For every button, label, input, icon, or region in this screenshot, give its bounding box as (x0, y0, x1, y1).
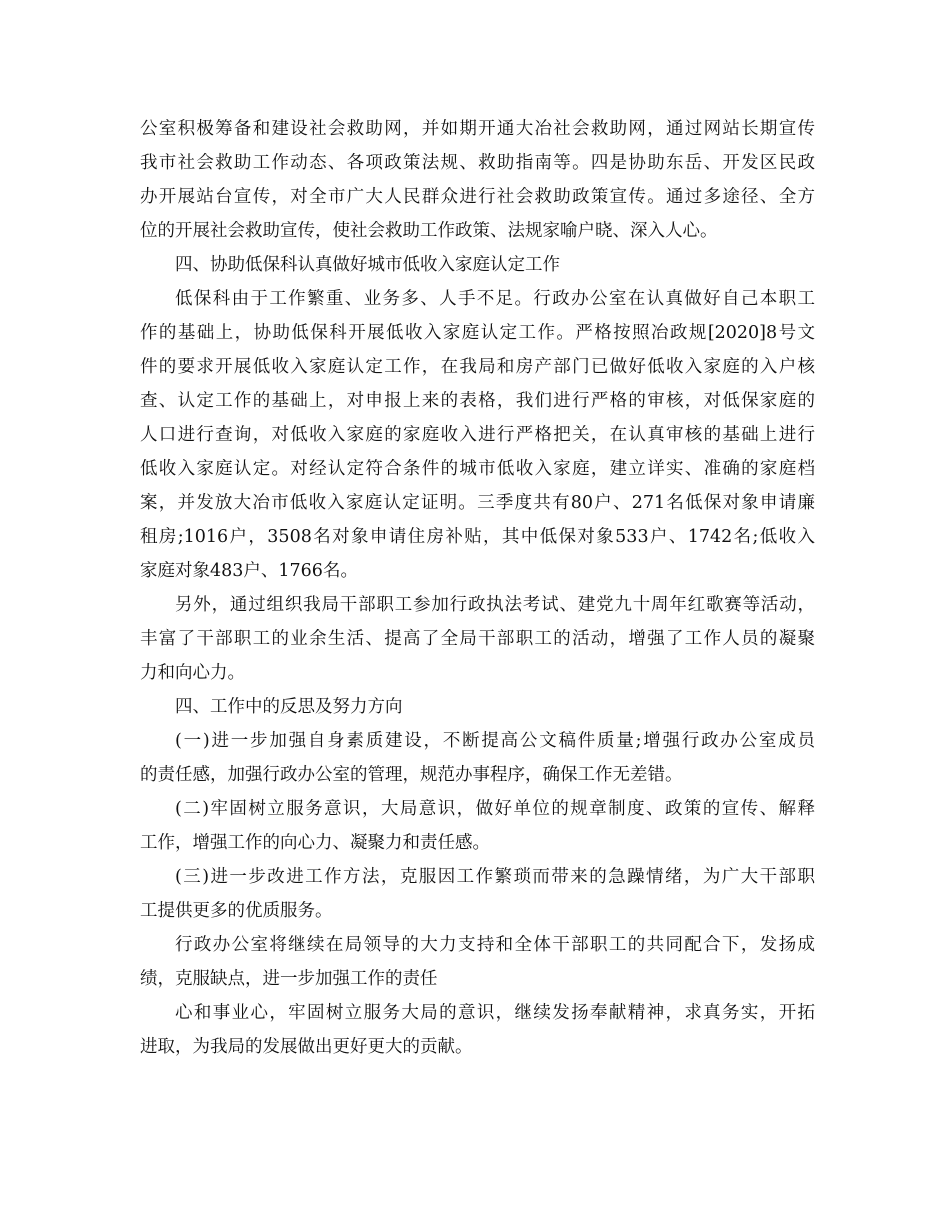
text-line: 我市社会救助工作动态、各项政策法规、救助指南等。四是协助东岳、开发区民政 (140, 153, 815, 173)
text-line: 另外，通过组织我局干部职工参加行政执法考试、建党九十周年红歌赛等活动， (175, 595, 815, 615)
text-line: 位的开展社会救助宣传，使社会救助工作政策、法规家喻户晓、深入人心。 (140, 221, 718, 241)
text-line: 作的基础上，协助低保科开展低收入家庭认定工作。严格按照冶政规[2020]8号文 (140, 323, 815, 343)
text-line: 件的要求开展低收入家庭认定工作，在我局和房产部门已做好低收入家庭的入户核 (140, 357, 815, 377)
text-line: (二)牢固树立服务意识，大局意识，做好单位的规章制度、政策的宣传、解释 (175, 799, 815, 819)
text-line: 人口进行查询，对低收入家庭的家庭收入进行严格把关，在认真审核的基础上进行 (140, 425, 815, 445)
text-line: 低收入家庭认定。对经认定符合条件的城市低收入家庭，建立详实、准确的家庭档 (140, 459, 815, 479)
text-line: (一)进一步加强自身素质建设，不断提高公文稿件质量;增强行政办公室成员 (175, 731, 815, 751)
text-line: 公室积极筹备和建设社会救助网，并如期开通大冶社会救助网，通过网站长期宣传 (140, 119, 815, 139)
text-line: 工提供更多的优质服务。 (140, 901, 333, 921)
text-line: 力和向心力。 (140, 663, 245, 683)
text-line: 心和事业心，牢固树立服务大局的意识，继续发扬奉献精神，求真务实，开拓 (175, 1003, 815, 1023)
text-line: 的责任感，加强行政办公室的管理，规范办事程序，确保工作无差错。 (140, 765, 683, 785)
text-line: 办开展站台宣传，对全市广大人民群众进行社会救助政策宣传。通过多途径、全方 (140, 187, 815, 207)
text-line: 工作，增强工作的向心力、凝聚力和责任感。 (140, 833, 490, 853)
text-line: 四、协助低保科认真做好城市低收入家庭认定工作 (175, 255, 560, 275)
document-text (140, 112, 815, 1064)
text-line: 四、工作中的反思及努力方向 (175, 697, 403, 717)
text-line: 案，并发放大冶市低收入家庭认定证明。三季度共有80户、271名低保对象申请廉 (140, 493, 815, 513)
text-line: 家庭对象483户、1766名。 (140, 561, 358, 581)
text-line: 丰富了干部职工的业余生活、提高了全局干部职工的活动，增强了工作人员的凝聚 (140, 629, 815, 649)
text-line: 查、认定工作的基础上，对申报上来的表格，我们进行严格的审核，对低保家庭的 (140, 391, 815, 411)
text-line: 租房;1016户，3508名对象申请住房补贴，其中低保对象533户、1742名;低收入 (140, 527, 815, 547)
text-line: 行政办公室将继续在局领导的大力支持和全体干部职工的共同配合下，发扬成 (175, 935, 815, 955)
text-line: 进取，为我局的发展做出更好更大的贡献。 (140, 1037, 473, 1057)
text-line: 低保科由于工作繁重、业务多、人手不足。行政办公室在认真做好自己本职工 (175, 289, 815, 309)
document-body (140, 112, 815, 1064)
text-line: (三)进一步改进工作方法，克服因工作繁琐而带来的急躁情绪，为广大干部职 (175, 867, 815, 887)
text-line: 绩，克服缺点，进一步加强工作的责任 (140, 969, 438, 989)
